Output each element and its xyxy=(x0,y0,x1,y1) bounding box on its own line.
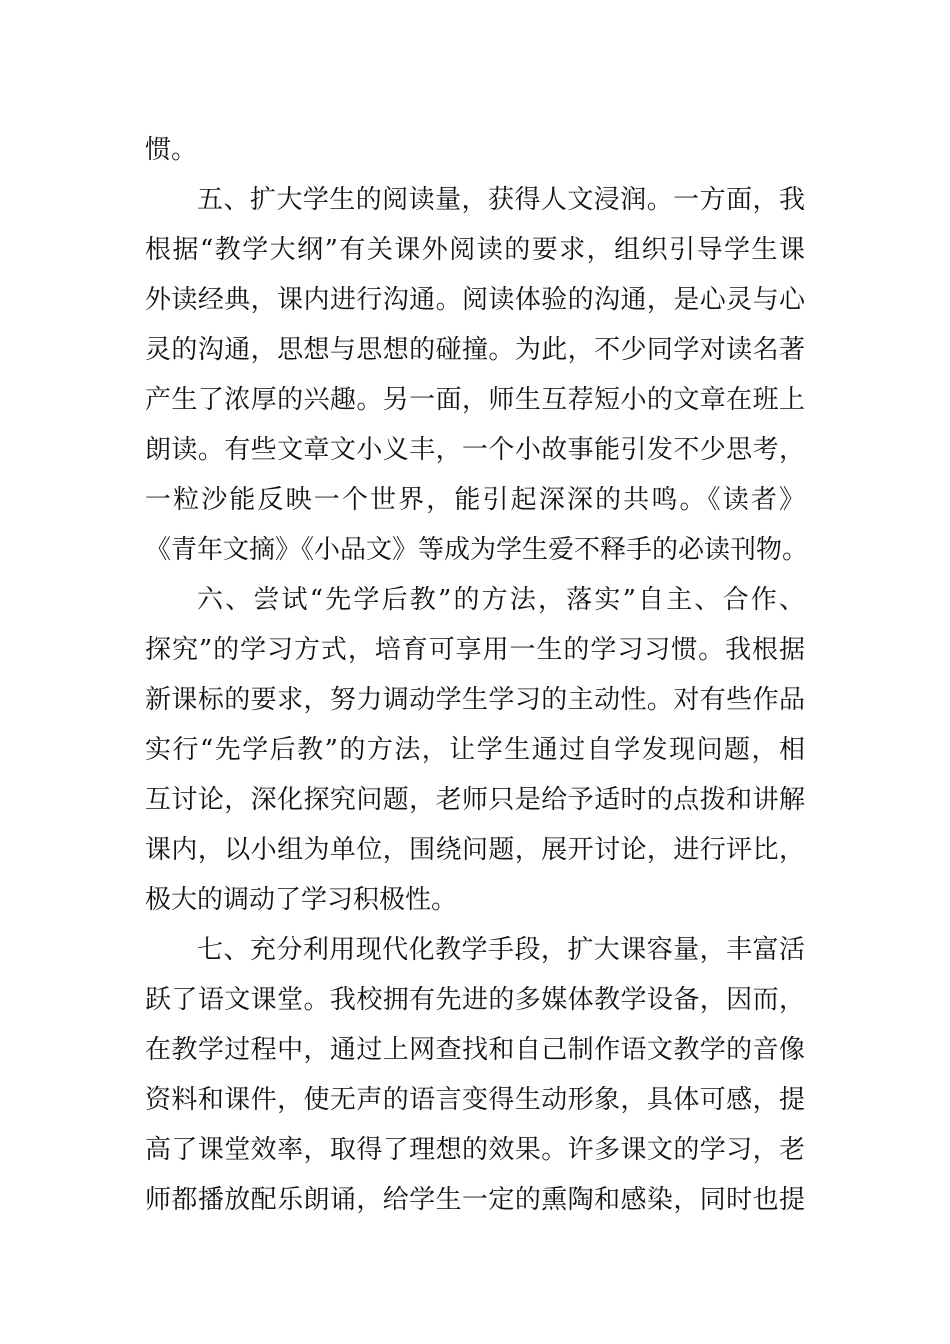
text-line: 朗读。有些文章文小义丰，一个小故事能引发不少思考， xyxy=(145,435,805,465)
text-line: 根据“教学大纲”有关课外阅读的要求，组织引导学生课 xyxy=(145,235,805,265)
text-line: 师都播放配乐朗诵，给学生一定的熏陶和感染，同时也提 xyxy=(145,1185,805,1215)
text-line: 一粒沙能反映一个世界，能引起深深的共鸣。《读者》 xyxy=(145,485,805,515)
text-line: 在教学过程中，通过上网查找和自己制作语文教学的音像 xyxy=(145,1035,805,1065)
text-line: 课内，以小组为单位，围绕问题，展开讨论，进行评比， xyxy=(145,835,805,865)
text-line: 外读经典，课内进行沟通。阅读体验的沟通，是心灵与心 xyxy=(145,285,805,315)
text-line: 惯。 xyxy=(145,135,198,165)
text-line: 灵的沟通，思想与思想的碰撞。为此，不少同学对读名著 xyxy=(145,335,805,365)
text-line: 互讨论，深化探究问题，老师只是给予适时的点拨和讲解 xyxy=(145,785,805,815)
text-line: 新课标的要求，努力调动学生学习的主动性。对有些作品 xyxy=(145,685,805,715)
text-line: 资料和课件，使无声的语言变得生动形象，具体可感，提 xyxy=(145,1085,805,1115)
text-line: 极大的调动了学习积极性。 xyxy=(145,885,458,915)
text-line: 五、扩大学生的阅读量，获得人文浸润。一方面，我 xyxy=(197,185,805,215)
text-line: 六、尝试“先学后教”的方法，落实”自主、合作、 xyxy=(197,585,805,615)
text-line: 实行“先学后教”的方法，让学生通过自学发现问题，相 xyxy=(145,735,805,765)
text-line: 探究”的学习方式，培育可享用一生的学习习惯。我根据 xyxy=(145,635,805,665)
text-line: 七、充分利用现代化教学手段，扩大课容量，丰富活 xyxy=(197,935,805,965)
text-line: 产生了浓厚的兴趣。另一面，师生互荐短小的文章在班上 xyxy=(145,385,805,415)
text-line: 《青年文摘》《小品文》等成为学生爱不释手的必读刊物。 xyxy=(145,535,809,565)
text-line: 高了课堂效率，取得了理想的效果。许多课文的学习，老 xyxy=(145,1135,805,1165)
text-line: 跃了语文课堂。我校拥有先进的多媒体教学设备，因而， xyxy=(145,985,805,1015)
